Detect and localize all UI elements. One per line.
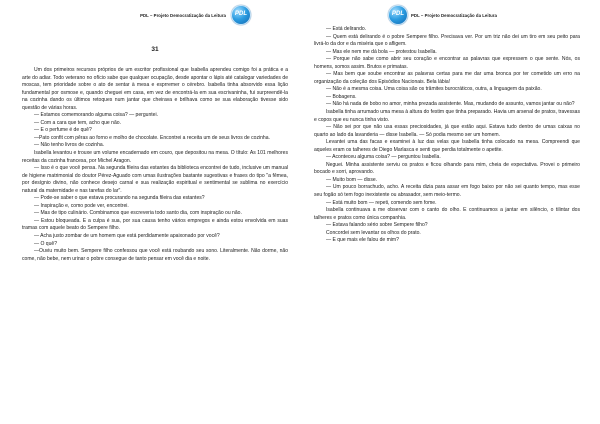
paragraph: — Está muito bom — repeti, comendo sem fome.	[326, 199, 437, 206]
logo-text: PDL	[234, 11, 248, 17]
paragraph: — Um pouco borrachudo, acho. A receita dizia para assar em fogo baixo por não sei quanto tempo, mas esse seu fogão só tem fogo inexistente ou abrasador, sem meio-termo.	[314, 184, 580, 199]
right-page	[300, 0, 600, 424]
paragraph: — Porque não sabe como abrir seu coração e encontrar as palavras que expressem o que sente. Nós, os homens, somos assim. Brutos e primatas.	[314, 56, 580, 70]
paragraph: — Acha justo zombar de um homem que está perdidamente apaixonado por você?	[34, 233, 220, 240]
paragraph: — Estamos comemorando alguma coisa? — perguntei.	[34, 112, 158, 119]
paragraph: —Ouviu muito bem. Sempere filho confessou que você está roubando seu sono. Literalmente. Não dorme, não come, não bebe, nem urinar o pobre consegue de tanto pensar em você dia e noite.	[22, 248, 288, 262]
page-header	[314, 0, 580, 30]
paragraph: — Mas ele nem me dá bola — protestou Isabella.	[326, 48, 437, 55]
chapter-number: 31	[151, 46, 159, 53]
paragraph: — Quem está delirando é o pobre Sempere filho. Precisava ver. Por um triz não dei um tiro em seu peito para livrá-lo da dor e da miséria que o afligem.	[314, 33, 580, 48]
paragraph: — Não sei por que não usa essas preciosidades, já que estão aqui. Estava tudo dentro de umas caixas no quarto ao lado da lavanderia — disse Isabella. — Só podia mesmo ser um homem.	[314, 124, 580, 138]
paragraph: Neguei. Minha assistente serviu os pratos e ficou olhando para mim, cheia de expectativa. Provei o primeiro bocado e sorri, aprovando.	[314, 161, 580, 176]
paragraph: —Pato confit com pêras ao forno e molho de chocolate. Encontrei a receita um de seus livros de cozinha.	[34, 134, 270, 141]
paragraph: — Bobagens.	[326, 93, 357, 100]
paragraph: — Aconteceu alguma coisa? — perguntou Isabella.	[326, 154, 441, 161]
paragraph: Um dos primeiros recursos próprios de um escritor profissional que Isabella aprendeu comigo foi a prática e a arte do adiar. Todo veterano no ofício sabe que qualquer ocupação, desde apontar o lápis até catalogar variedades de moscas, tem prioridade sobre o ato de sentar à mesa e esprremer o cérebro. Isabella tinha absorvido essa lição fundamental por osmose e, quando cheguei em casa, em vez de encontrá-la em sua escrivaninha, fui surpreendê-la na cozinha dando os últimos retoques num jantar que cheirava e brilhava como se sua elaboração tivesse sido questão de várias horas.	[22, 67, 288, 111]
paragraph: — Mas de tipo culinário. Combinamos que escreveria todo santo dia, com inspiração ou não.	[34, 210, 242, 217]
paragraph: — Está delirando.	[326, 26, 367, 32]
paragraph: Levantei uma das facas e examinei à luz das velas que Isabella tinha colocado na mesa. Compreendi que aqueles eram os talheres de Diego Marlasca e senti que perdia totalmente o apetite.	[314, 139, 580, 153]
paragraph: Isabella continuava a me observar com o canto do olho. E continuamos a jantar em silêncio, o tilintar dos talheres e pratos como única companhia.	[314, 207, 580, 221]
paragraph: — Não há nada de bobo no amor, minha prezada assistente. Mas, mudando de assunto, vamos jantar ou não?	[326, 101, 575, 108]
pdl-logo-icon	[231, 5, 251, 25]
paragraph: — E o perfume é de quê?	[34, 127, 92, 134]
body-text	[314, 26, 580, 245]
paragraph: — Estou bloqueada. E a culpa é sua, por sua causa tenho vários empregos e ainda estou envolvida em suas tramas com aquele beato do Sempere filho.	[22, 217, 288, 232]
logo-text: PDL	[391, 11, 405, 17]
paragraph: — O quê?	[34, 240, 58, 247]
paragraph: — Não tenho livros de cozinha.	[34, 142, 105, 149]
paragraph: — Inspiração e, como pode ver, encontrei.	[34, 202, 129, 209]
paragraph: — Estava falando sério sobre Sempere filho?	[326, 222, 428, 229]
pdl-logo-icon	[388, 5, 408, 25]
header-text: PDL – Projeto Democratização da Leitura	[140, 13, 226, 18]
body-text	[22, 67, 288, 263]
header-text: PDL – Projeto Democratização da Leitura	[411, 13, 497, 18]
paragraph: — E que mais ele falou de mim?	[326, 237, 399, 244]
paragraph: — Não é a mesma coisa. Uma coisa são os trâmites burocráticos, outra, a linguagem da paixão.	[326, 86, 542, 93]
paragraph: — Pode-se saber o que estava procurando na segunda fileira das estantes?	[34, 195, 205, 202]
paragraph: — Com a cara que tem, acho que não.	[34, 119, 121, 126]
paragraph: — Muito bom — disse.	[326, 176, 378, 183]
paragraph: — Isso é o que você pensa. Na segunda fileira das estantes da biblioteca encontrei de tudo, inclusive um manual de higiene matrimonial do doutor Pérez-Aguado com umas ilustrações bastante sugestivas e frases do tipo "a fêmea, por desígnio divino, não conhece desejo carnal e sua realização espiritual e sentimental se sublima no exercício natural da maternidade e nas tarefas do lar".	[22, 165, 288, 194]
paragraph: Concordei sem levantar os olhos do prato.	[326, 229, 421, 236]
paragraph: — Mas bem que soube encontrar as palavras certas para me dar uma bronca por ter cometido um erro na organização da coleção dos Episódios Nacionais. Bela lábia!	[314, 71, 580, 85]
page-header	[22, 0, 288, 30]
paragraph: Isabella tinha arrumado uma mesa à altura do festim que tinha preparado. Havia um arsenal de pratos, travessas e copos que eu nunca tinha visto.	[314, 109, 580, 123]
paragraph: Isabella levantou e trouxe um volume encadernado em couro, que depositou na mesa. O título: As 101 melhores receitas da cozinha francesa, por Michel Aragon.	[22, 150, 288, 164]
